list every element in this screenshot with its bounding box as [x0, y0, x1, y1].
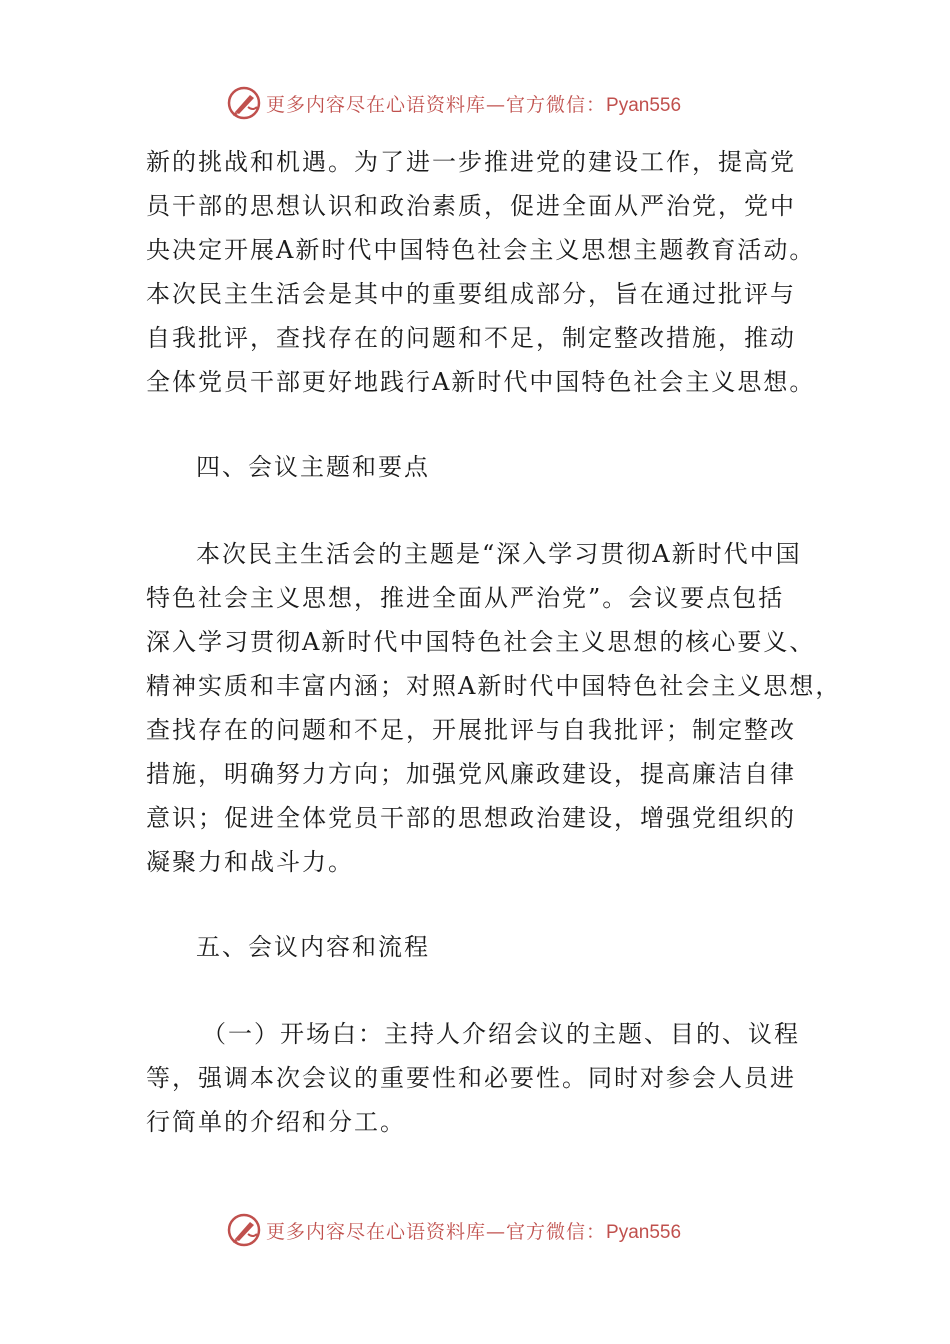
text-line: 特色社会主义思想，推进全面从严治党”。会议要点包括: [146, 584, 785, 612]
watermark-footer: [226, 1210, 681, 1250]
section-heading: 四、会议主题和要点: [196, 453, 430, 481]
text-line: 精神实质和丰富内涵；对照A新时代中国特色社会主义思想，: [146, 672, 842, 700]
text-line: 新的挑战和机遇。为了进一步推进党的建设工作，提高党: [146, 148, 796, 176]
text-line: 凝聚力和战斗力。: [146, 848, 354, 876]
text-line: 查找存在的问题和不足，开展批评与自我批评；制定整改: [146, 716, 796, 744]
pen-logo-icon: [226, 1212, 262, 1248]
text-line: 本次民主生活会是其中的重要组成部分，旨在通过批评与: [146, 280, 796, 308]
section-heading: 五、会议内容和流程: [196, 933, 430, 961]
watermark-header: [226, 83, 681, 123]
text-line: 意识；促进全体党员干部的思想政治建设，增强党组织的: [146, 804, 796, 832]
watermark-text: 更多内容尽在心语资料库—官方微信：Pyan556: [266, 1220, 682, 1243]
text-line: 深入学习贯彻A新时代中国特色社会主义思想的核心要义、: [146, 628, 816, 656]
text-line: 本次民主生活会的主题是“深入学习贯彻A新时代中国: [196, 540, 802, 568]
text-line: 措施，明确努力方向；加强党风廉政建设，提高廉洁自律: [146, 760, 796, 788]
watermark-text: 更多内容尽在心语资料库—官方微信：Pyan556: [266, 93, 682, 116]
text-line: 央决定开展A新时代中国特色社会主义思想主题教育活动。: [146, 236, 816, 264]
pen-logo-icon: [226, 85, 262, 121]
text-line: （一）开场白：主持人介绍会议的主题、目的、议程: [202, 1020, 800, 1048]
text-line: 自我批评，查找存在的问题和不足，制定整改措施，推动: [146, 324, 796, 352]
text-line: 等，强调本次会议的重要性和必要性。同时对参会人员进: [146, 1064, 796, 1092]
text-line: 行简单的介绍和分工。: [146, 1108, 406, 1136]
text-line: 员干部的思想认识和政治素质，促进全面从严治党，党中: [146, 192, 796, 220]
text-line: 全体党员干部更好地践行A新时代中国特色社会主义思想。: [146, 368, 816, 396]
